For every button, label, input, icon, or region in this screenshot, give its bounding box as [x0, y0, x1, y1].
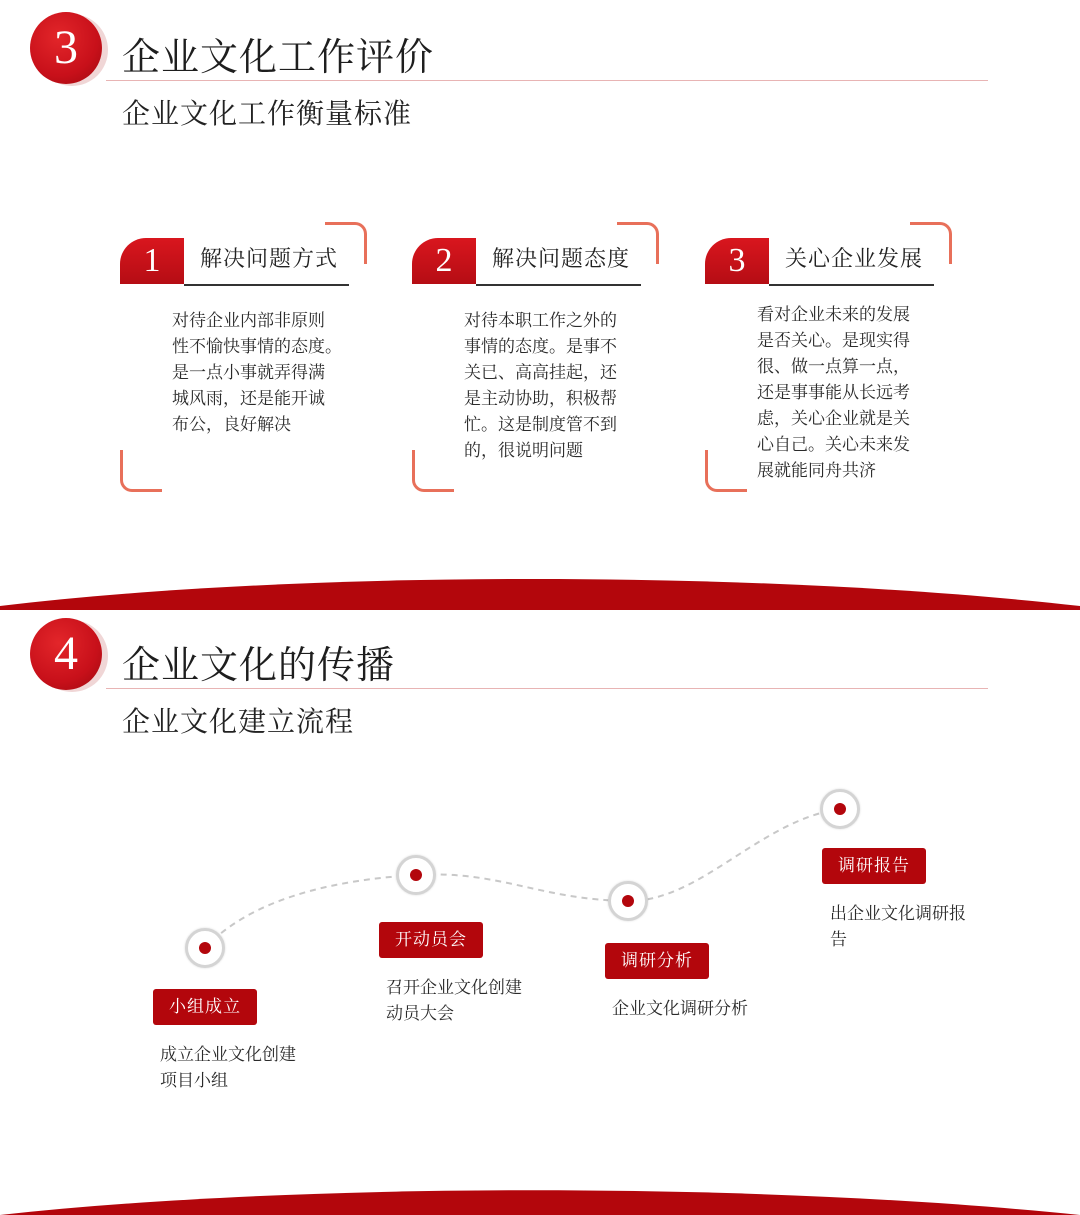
- step-node-dot: [622, 895, 634, 907]
- step-description-line: 召开企业文化创建: [386, 978, 522, 998]
- card-body-line: 对待本职工作之外的: [464, 311, 617, 331]
- step-description-line: 出企业文化调研报: [830, 904, 966, 924]
- card-number-tab: 3: [705, 238, 769, 284]
- card-body-line: 还是事事能从长远考: [757, 383, 910, 403]
- card-body-line: 是主动协助，积极帮: [464, 389, 617, 409]
- step-node-dot: [199, 942, 211, 954]
- corner-bracket-bottom-left: [120, 450, 162, 492]
- step-node: [820, 789, 860, 829]
- section-separator-wave: [0, 570, 1080, 610]
- step-description-line: 项目小组: [160, 1071, 228, 1091]
- card-title: 解决问题态度: [492, 247, 631, 272]
- card-body-line: 布公，良好解决: [172, 415, 291, 435]
- section-title: 企业文化工作评价: [122, 35, 435, 79]
- section-subtitle: 企业文化建立流程: [122, 705, 355, 738]
- card-body-line: 心自己。关心未来发: [757, 435, 910, 455]
- card-body-line: 是一点小事就弄得满: [172, 363, 325, 383]
- step-label: 调研报告: [822, 848, 926, 884]
- section-divider: [106, 688, 988, 689]
- step-description: [160, 1042, 296, 1094]
- section-subtitle: 企业文化工作衡量标准: [122, 97, 413, 130]
- card-number-tab: 2: [412, 238, 476, 284]
- step-label: 调研分析: [605, 943, 709, 979]
- card-title: 关心企业发展: [785, 247, 924, 272]
- section-divider: [106, 80, 988, 81]
- card-body-line: 性不愉快事情的态度。: [172, 337, 342, 357]
- section-number-badge: 4: [30, 618, 102, 690]
- card-body-line: 是否关心。是现实得: [757, 331, 910, 351]
- step-description-line: 成立企业文化创建: [160, 1045, 296, 1065]
- step-label: 开动员会: [379, 922, 483, 958]
- step-node: [396, 855, 436, 895]
- card-body-line: 的，很说明问题: [464, 441, 583, 461]
- step-label: 小组成立: [153, 989, 257, 1025]
- card-title-underline: [476, 284, 641, 286]
- card-body-line: 虑，关心企业就是关: [757, 409, 910, 429]
- criteria-card-1: [120, 222, 380, 502]
- corner-bracket-bottom-left: [705, 450, 747, 492]
- footer-wave: [0, 1180, 1080, 1215]
- step-description-line: 企业文化调研分析: [612, 999, 748, 1019]
- card-body-line: 展就能同舟共济: [757, 461, 876, 481]
- section-number-badge: 3: [30, 12, 102, 84]
- step-node-dot: [834, 803, 846, 815]
- card-body: [757, 302, 937, 484]
- step-description-line: 告: [830, 930, 847, 950]
- step-description: [386, 975, 522, 1027]
- step-description: [830, 901, 966, 953]
- card-body-line: 看对企业未来的发展: [757, 305, 910, 325]
- criteria-card-3: [705, 222, 965, 502]
- corner-bracket-bottom-left: [412, 450, 454, 492]
- card-title: 解决问题方式: [200, 247, 339, 272]
- card-body-line: 很、做一点算一点，: [757, 357, 910, 377]
- card-number-tab: 1: [120, 238, 184, 284]
- card-title-underline: [184, 284, 349, 286]
- card-body-line: 忙。这是制度管不到: [464, 415, 617, 435]
- card-body: [464, 308, 644, 464]
- card-body-line: 事情的态度。是事不: [464, 337, 617, 357]
- step-node: [185, 928, 225, 968]
- step-description-line: 动员大会: [386, 1004, 454, 1024]
- step-node-dot: [410, 869, 422, 881]
- section-title: 企业文化的传播: [122, 643, 396, 687]
- card-body-line: 对待企业内部非原则: [172, 311, 325, 331]
- card-body-line: 城风雨，还是能开诚: [172, 389, 325, 409]
- card-body-line: 关已、高高挂起，还: [464, 363, 617, 383]
- card-title-underline: [769, 284, 934, 286]
- step-node: [608, 881, 648, 921]
- step-description: [612, 996, 748, 1022]
- card-body: [172, 308, 352, 438]
- criteria-card-2: [412, 222, 672, 502]
